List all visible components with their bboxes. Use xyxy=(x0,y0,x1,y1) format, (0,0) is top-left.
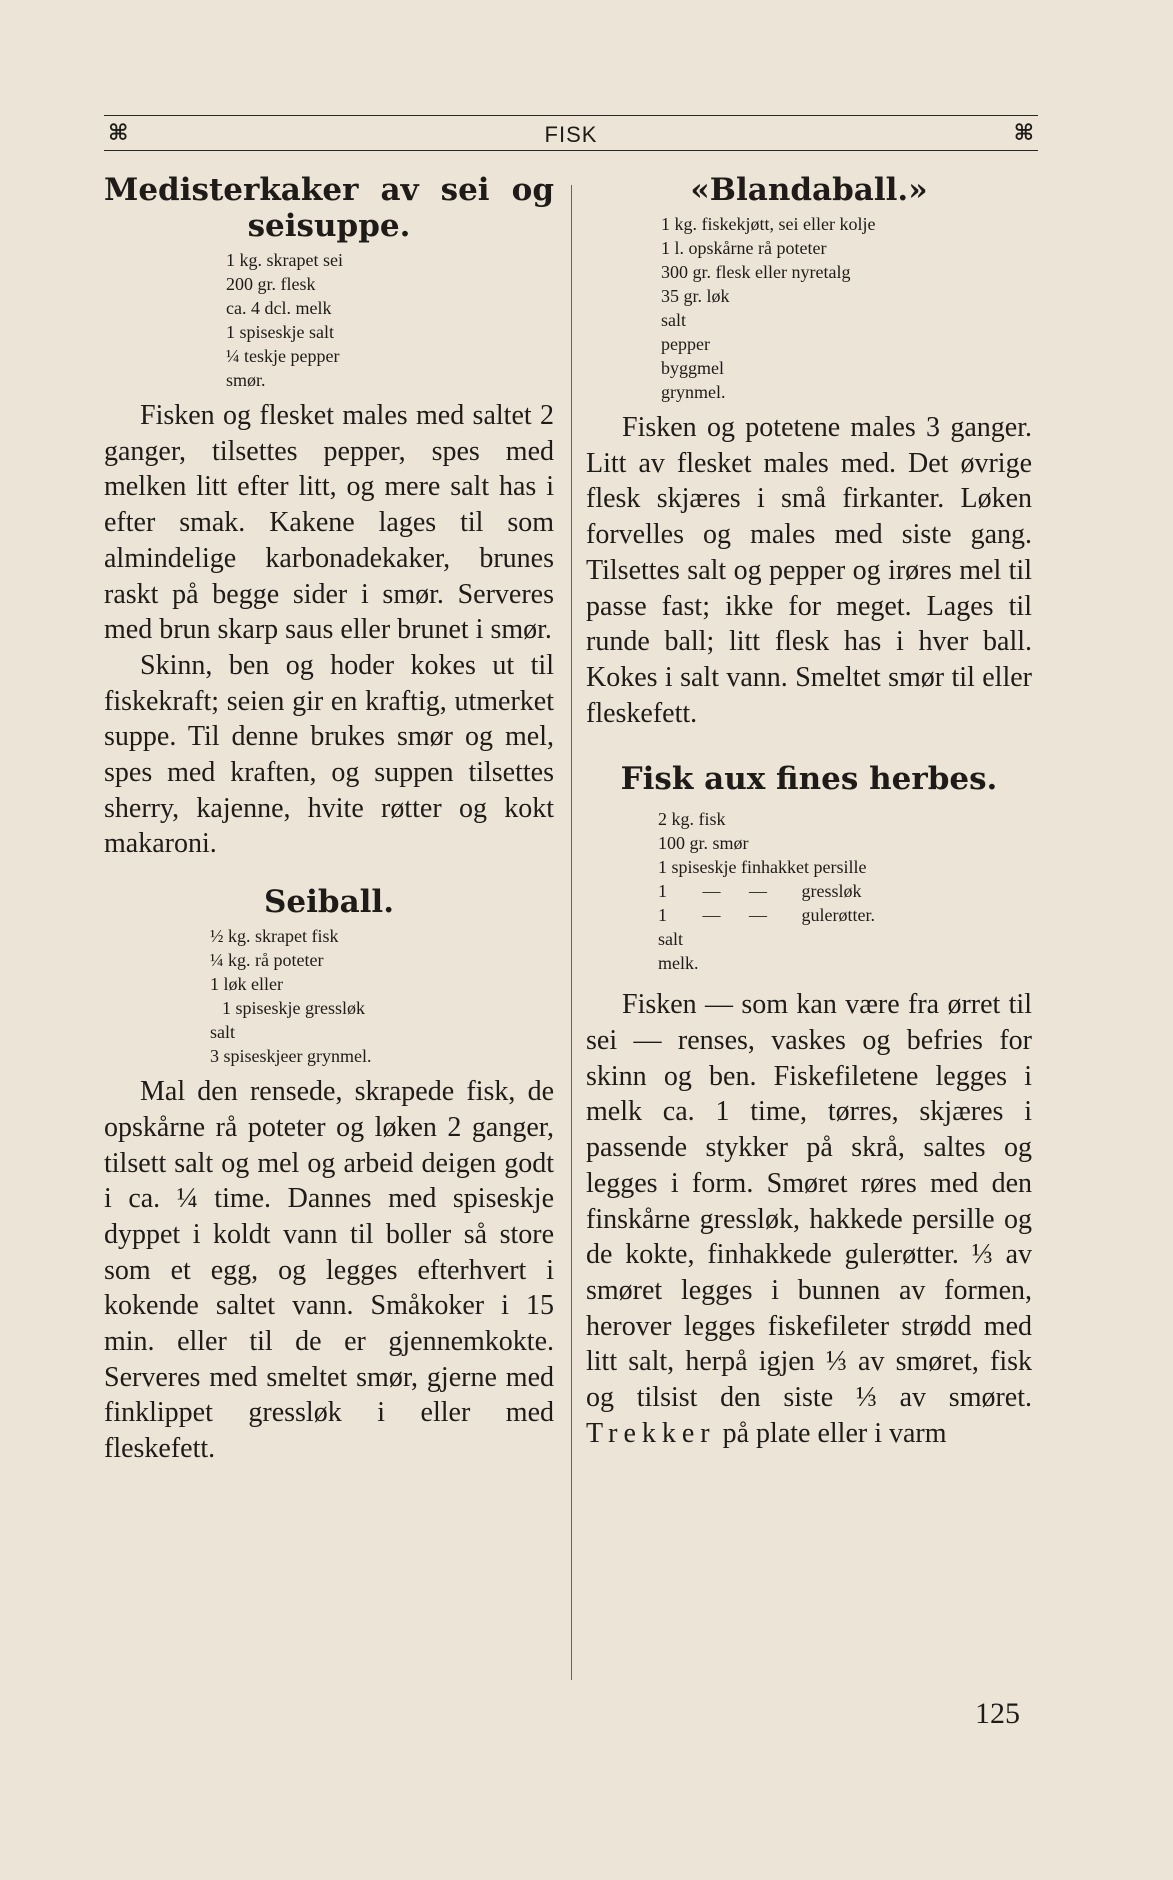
recipe-title xyxy=(104,172,554,208)
ingredient: melk. xyxy=(658,953,699,974)
ingredient: 1 kg. fiskekjøtt, sei eller kolje xyxy=(661,214,876,234)
ingredient-item: gulerøtter. xyxy=(801,905,875,926)
instruction-paragraph: Skinn, ben og hoder kokes ut til fiskekraft; seien gir en kraftig, utmerket suppe. Til denne brukes smør og mel, spes med kraften, og suppen tilsettes sherry, kajenne, hvite røtter og kokt makaroni. xyxy=(104,649,554,860)
ingredient: 35 gr. løk xyxy=(661,286,730,306)
header-rule-bottom xyxy=(104,150,1038,151)
left-column xyxy=(104,172,554,1467)
recipe-title: Fisk aux fines herbes. xyxy=(620,761,998,798)
recipe-title: «Blandaball.» xyxy=(690,172,928,208)
right-column xyxy=(586,172,1032,1451)
ingredient: ¼ teskje pepper xyxy=(226,346,340,366)
ingredient: 300 gr. flesk eller nyretalg xyxy=(661,262,851,282)
ingredient-item: gressløk xyxy=(801,881,862,902)
ingredient: 1 kg. skrapet sei xyxy=(226,250,343,270)
ingredient-list xyxy=(658,807,1032,975)
ditto-mark: — xyxy=(749,905,767,926)
ornament-left-icon: ⌘ xyxy=(108,120,129,146)
ingredient: smør. xyxy=(226,370,266,390)
ingredient-list xyxy=(210,924,554,1068)
recipe-title: Seiball. xyxy=(264,884,394,921)
instruction-text: Fisken — som kan være fra ørret til sei — renses, vaskes og befries for skinn og ben. Fiskefiletene legges i melk ca. 1 time, tørres, skjæres i passende stykker på skrå, saltes og legges i form. Smøret røres med den finskårne gressløk, hakkede persille og de kokte, finhakkede gulerøtter. ⅓ av smøret legges i bunnen av formen, herover legges fiskefileter strødd med litt salt, herpå igjen ⅓ av smøret, fisk og tilsist den siste ⅓ av smøret. xyxy=(586,989,1032,1414)
ingredient: 1 l. opskårne rå poteter xyxy=(661,238,827,258)
running-title: FISK xyxy=(544,122,598,147)
ingredient: 1 spiseskje gressløk xyxy=(222,998,365,1019)
ingredient: ca. 4 dcl. melk xyxy=(226,298,332,318)
ditto-mark: — xyxy=(702,905,721,926)
instruction-paragraph xyxy=(586,987,1032,1451)
recipe-medisterkaker xyxy=(104,172,554,862)
recipe-seiball xyxy=(104,884,554,1467)
ditto-mark: — xyxy=(749,881,767,902)
ingredient: ½ kg. skrapet fisk xyxy=(210,926,339,947)
ingredient: 3 spiseskjeer grynmel. xyxy=(210,1046,372,1067)
ingredient-list xyxy=(661,212,1032,404)
ingredient: 2 kg. fisk xyxy=(658,809,726,830)
instruction-paragraph: Fisken og potetene males 3 ganger. Litt av flesket males med. Det øvrige flesk skjæres i små firkanter. Løken forvelles og males med siste gang. Tilsettes salt og pepper og irøres mel til passe fast; ikke for meget. Lages til runde ball; litt flesk has i hver ball. Kokes i salt vann. Smeltet smør til eller fleskefett. xyxy=(586,412,1032,729)
recipe-title-line1: Medisterkaker av sei og xyxy=(104,172,554,208)
ingredient: byggmel xyxy=(661,358,724,378)
ingredient: 1 spiseskje finhakket persille xyxy=(658,857,867,878)
recipe-fisk-aux-fines-herbes xyxy=(586,761,1032,1451)
ingredient: 100 gr. smør xyxy=(658,833,749,854)
ditto-mark: — xyxy=(702,881,721,902)
instruction-paragraph: Mal den rensede, skrapede fisk, de opskårne rå poteter og løken 2 ganger, tilsett salt og mel og arbeid deigen godt i ca. ¼ time. Dannes med spiseskje dyppet i koldt vann til boller så store som et egg, og legges efterhvert i kokende saltet vann. Småkoker i 15 min. eller til de er gjennemkokte. Serveres med smeltet smør, gjerne med finklippet gressløk i eller med fleskefett. xyxy=(104,1076,554,1465)
header-rule-top xyxy=(104,115,1038,116)
ingredient: 1 spiseskje salt xyxy=(226,322,334,342)
recipe-title-line2: seisuppe. xyxy=(247,208,411,244)
recipe-blandaball xyxy=(586,172,1032,731)
ingredient: salt xyxy=(210,1022,235,1043)
ingredient: salt xyxy=(658,929,683,950)
ingredient-qty: 1 xyxy=(658,881,667,902)
ingredient: salt xyxy=(661,310,686,330)
ingredient: 1 løk eller xyxy=(210,974,283,995)
instruction-paragraph: Fisken og flesket males med saltet 2 ganger, tilsettes pepper, spes med melken litt efter litt, og mere salt has i efter smak. Kakene lages til som almindelige karbonadekaker, brunes raskt på begge sider i smør. Serveres med brun skarp saus eller brunet i smør. xyxy=(104,400,554,646)
ingredient-list xyxy=(226,248,554,392)
ingredient-ditto-row xyxy=(658,879,1032,903)
page-number: 125 xyxy=(975,1697,1020,1730)
running-header xyxy=(104,118,1038,148)
column-divider xyxy=(571,185,572,1680)
ingredient-ditto-row xyxy=(658,903,1032,927)
ingredient: 200 gr. flesk xyxy=(226,274,316,294)
ingredient: ¼ kg. rå poteter xyxy=(210,950,324,971)
ingredient-qty: 1 xyxy=(658,905,667,926)
ornament-right-icon: ⌘ xyxy=(1013,120,1034,146)
ingredient: pepper xyxy=(661,334,710,354)
instruction-text-end: på plate eller i varm xyxy=(722,1417,947,1449)
instruction-spaced-word: Trekker xyxy=(586,1417,716,1449)
ingredient: grynmel. xyxy=(661,382,726,402)
